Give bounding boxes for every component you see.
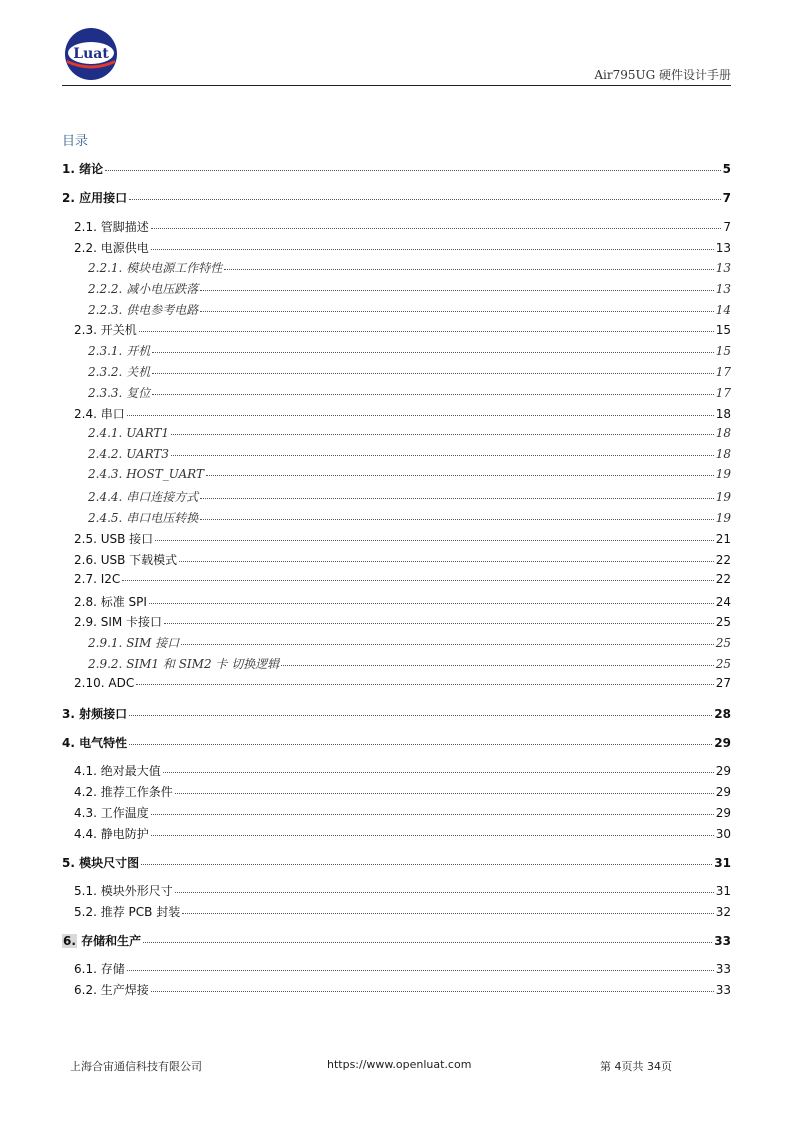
toc-entry-2-5[interactable]: 2.5. USB 接口 21	[74, 532, 731, 546]
toc-entry-6-2[interactable]: 6.2. 生产焊接 33	[74, 983, 731, 997]
toc-entry-2-3-2[interactable]: 2.3.2. 关机 17	[88, 365, 731, 379]
toc-entry-2-9[interactable]: 2.9. SIM 卡接口 25	[74, 615, 731, 629]
toc-entry-2-6[interactable]: 2.6. USB 下载模式 22	[74, 553, 731, 567]
toc-entry-4-3[interactable]: 4.3. 工作温度 29	[74, 806, 731, 820]
toc-entry-4-2[interactable]: 4.2. 推荐工作条件 29	[74, 785, 731, 799]
toc-entry-2-4-4[interactable]: 2.4.4. 串口连接方式 19	[88, 490, 731, 504]
toc-entry-6[interactable]: 6. 存储和生产 33	[63, 934, 731, 948]
toc-entry-2-4-3[interactable]: 2.4.3. HOST_UART 19	[88, 467, 731, 481]
toc-entry-1[interactable]: 1. 绪论 5	[62, 162, 731, 176]
toc-entry-2[interactable]: 2. 应用接口 7	[62, 191, 731, 205]
toc-entry-4[interactable]: 4. 电气特性 29	[62, 736, 731, 750]
toc-entry-2-3-1[interactable]: 2.3.1. 开机 15	[88, 344, 731, 358]
toc-heading: 目录	[62, 134, 89, 149]
toc-entry-5-2[interactable]: 5.2. 推荐 PCB 封装 32	[74, 905, 731, 919]
toc-entry-2-2[interactable]: 2.2. 电源供电 13	[74, 241, 731, 255]
luat-logo	[64, 27, 118, 81]
footer-url[interactable]: https://www.openluat.com	[327, 1058, 472, 1071]
toc-entry-3[interactable]: 3. 射频接口 28	[62, 707, 731, 721]
footer-company: 上海合宙通信科技有限公司	[70, 1060, 202, 1073]
logo-text: Luat	[73, 46, 109, 62]
document-title: Air795UG 硬件设计手册	[594, 68, 731, 82]
toc-entry-4-4[interactable]: 4.4. 静电防护 30	[74, 827, 731, 841]
toc-entry-2-3-3[interactable]: 2.3.3. 复位 17	[88, 386, 731, 400]
toc-entry-2-9-2[interactable]: 2.9.2. SIM1 和 SIM2 卡 切换逻辑 25	[88, 657, 731, 671]
toc-entry-2-2-1[interactable]: 2.2.1. 模块电源工作特性 13	[88, 261, 731, 275]
toc-entry-2-10[interactable]: 2.10. ADC 27	[74, 676, 731, 690]
toc-entry-5-1[interactable]: 5.1. 模块外形尺寸 31	[74, 884, 731, 898]
toc-entry-5[interactable]: 5. 模块尺寸图 31	[62, 856, 731, 870]
footer-page-info: 第 4页共 34页	[600, 1060, 672, 1073]
toc-entry-2-4[interactable]: 2.4. 串口 18	[74, 407, 731, 421]
toc-entry-6-1[interactable]: 6.1. 存储 33	[74, 962, 731, 976]
toc-entry-2-8[interactable]: 2.8. 标准 SPI 24	[74, 595, 731, 609]
toc-entry-2-4-2[interactable]: 2.4.2. UART3 18	[88, 447, 731, 461]
header-rule	[62, 85, 731, 86]
toc-entry-2-3[interactable]: 2.3. 开关机 15	[74, 323, 731, 337]
toc-entry-2-9-1[interactable]: 2.9.1. SIM 接口 25	[88, 636, 731, 650]
toc-entry-2-2-2[interactable]: 2.2.2. 减小电压跌落 13	[88, 282, 731, 296]
toc-entry-2-2-3[interactable]: 2.2.3. 供电参考电路 14	[88, 303, 731, 317]
toc-entry-2-7[interactable]: 2.7. I2C 22	[74, 572, 731, 586]
toc-entry-2-4-1[interactable]: 2.4.1. UART1 18	[88, 426, 731, 440]
toc-entry-2-1[interactable]: 2.1. 管脚描述 7	[74, 220, 731, 234]
toc-entry-4-1[interactable]: 4.1. 绝对最大值 29	[74, 764, 731, 778]
toc-entry-2-4-5[interactable]: 2.4.5. 串口电压转换 19	[88, 511, 731, 525]
